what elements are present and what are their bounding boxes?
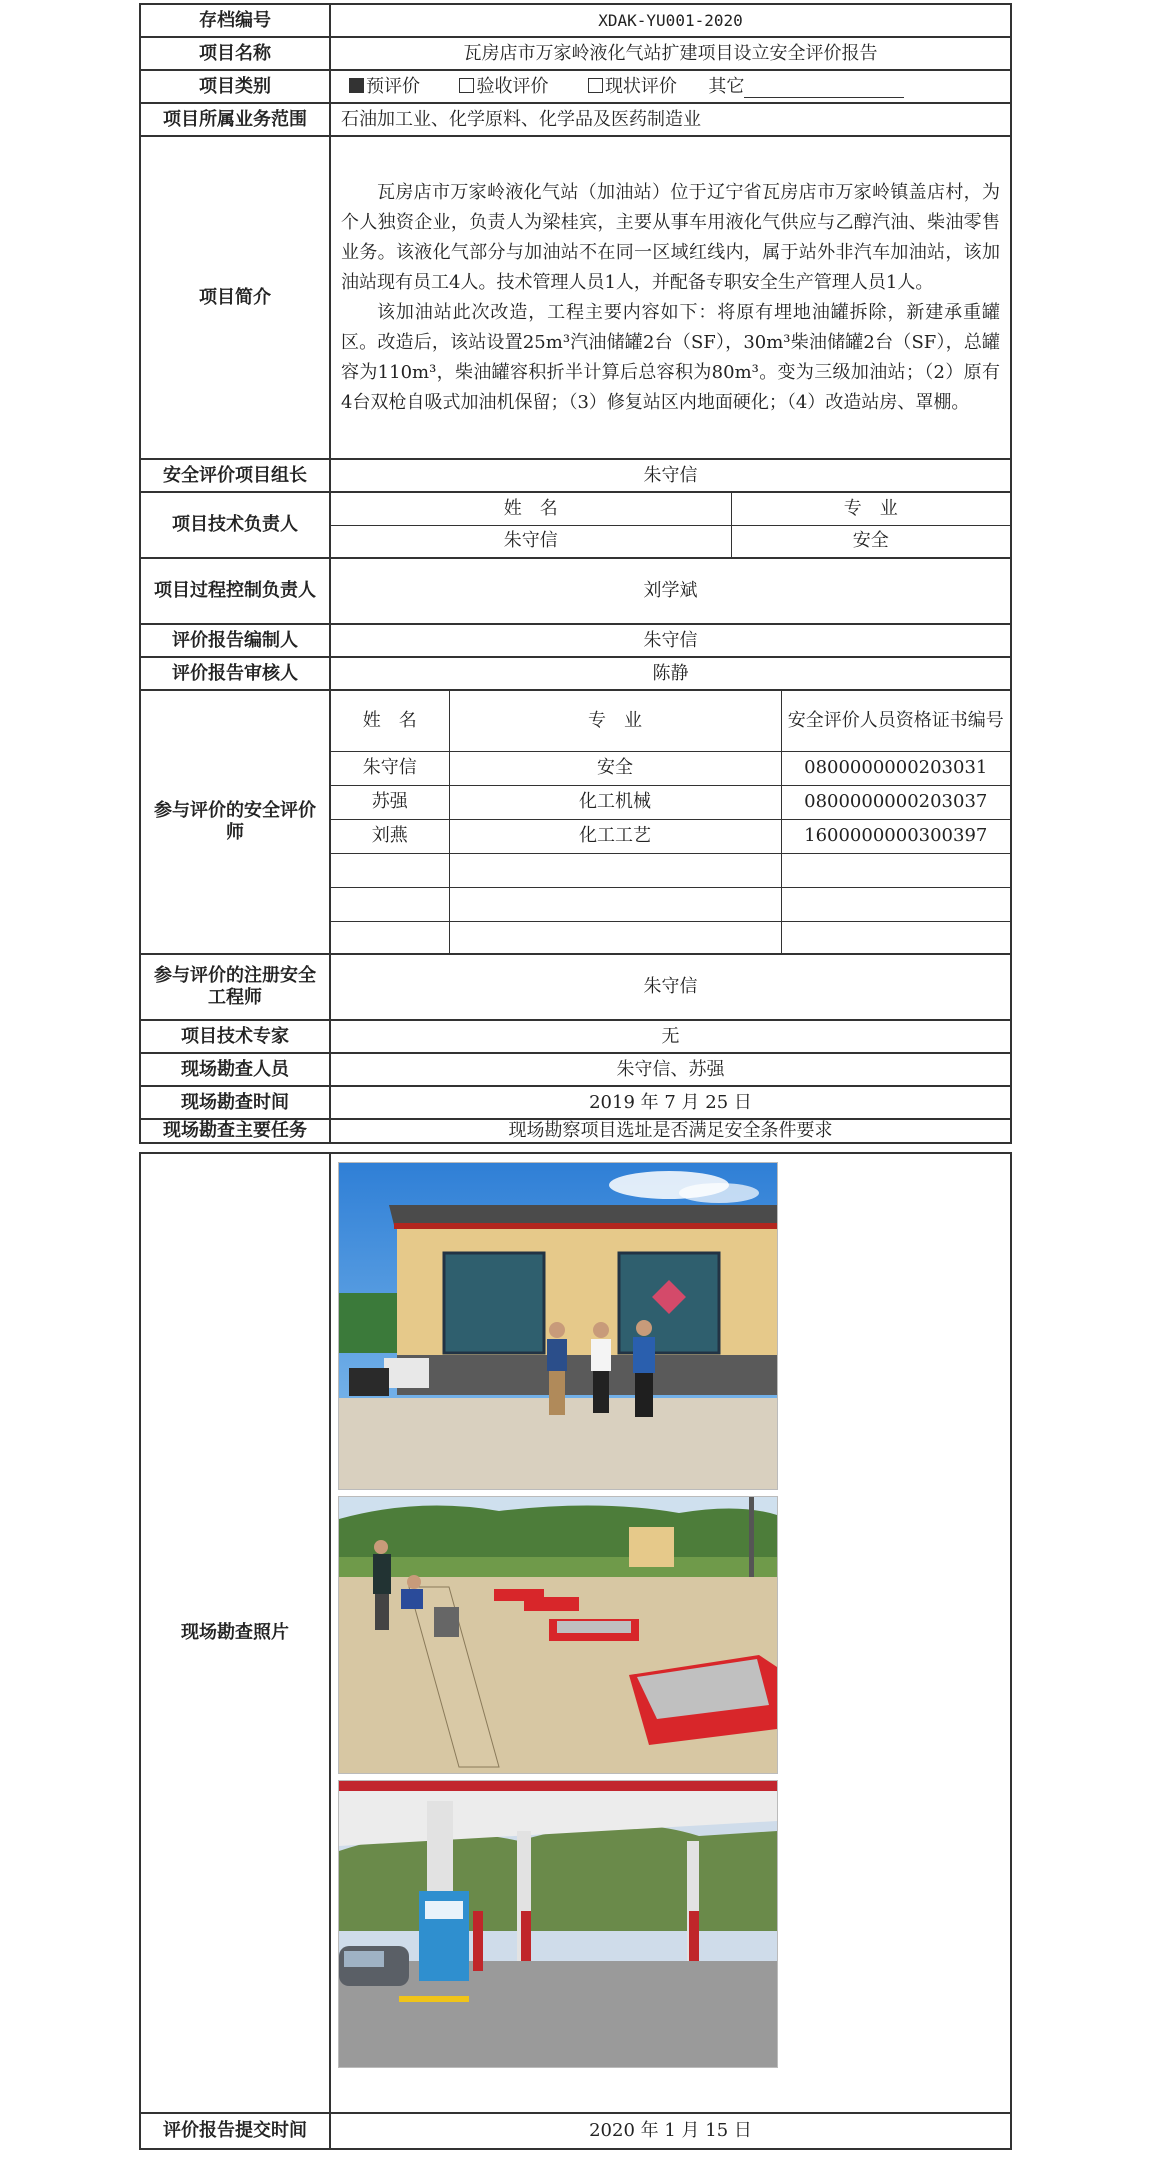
- report-reviewer-value: 陈静: [330, 657, 1011, 690]
- evaluators-header-cert: 安全评价人员资格证书编号: [781, 691, 1010, 751]
- checkbox-status-eval: [588, 78, 603, 93]
- tech-lead-label: 项目技术负责人: [140, 492, 330, 558]
- photos-label: 现场勘查照片: [140, 1153, 330, 2113]
- site-survey-staff-value: 朱守信、苏强: [330, 1053, 1011, 1086]
- tech-lead-col-major: 专 业: [731, 493, 1010, 525]
- row-summary: [140, 136, 1011, 459]
- option-other: 其它: [708, 75, 745, 97]
- checkbox-pre-eval: [349, 78, 364, 93]
- archive-no-value: XDAK-YU001-2020: [330, 4, 1011, 37]
- tech-expert-label: 项目技术专家: [140, 1020, 330, 1053]
- evaluator-cert: [781, 921, 1010, 953]
- evaluator-name: [331, 921, 449, 953]
- submission-value: 2020 年 1 月 15 日: [330, 2113, 1011, 2149]
- evaluators-header-name: 姓 名: [331, 691, 449, 751]
- option-acceptance-eval: 验收评价: [476, 75, 549, 97]
- summary-paragraph-1: 瓦房店市万家岭液化气站（加油站）位于辽宁省瓦房店市万家岭镇盖店村，为个人独资企业，负责人为梁桂宾，主要从事车用液化气供应与乙醇汽油、柴油零售业务。该液化气部分与加油站不在同一区域红线内，属于站外非汽车加油站，该加油站现有员工4人。技术管理人员1人，并配备专职安全生产管理人员1人。: [341, 181, 1000, 293]
- table-row: [331, 887, 1010, 921]
- row-archive-no: [140, 4, 1011, 37]
- option-pre-eval: 预评价: [366, 75, 420, 97]
- info-table: [139, 3, 1012, 1144]
- row-business-scope: [140, 103, 1011, 136]
- evaluator-major: 化工工艺: [449, 819, 781, 853]
- table-row: [331, 921, 1010, 953]
- evaluator-cert: 0800000000203037: [781, 785, 1010, 819]
- team-leader-label: 安全评价项目组长: [140, 459, 330, 492]
- row-project-name: [140, 37, 1011, 70]
- table-row: [331, 785, 1010, 819]
- row-tech-lead: [140, 492, 1011, 558]
- evaluator-major: 化工机械: [449, 785, 781, 819]
- other-blank-line: [744, 79, 904, 98]
- evaluator-cert: [781, 853, 1010, 887]
- evaluator-name: 刘燕: [331, 819, 449, 853]
- site-survey-task-label: 现场勘查主要任务: [140, 1119, 330, 1143]
- site-survey-time-value: 2019 年 7 月 25 日: [330, 1086, 1011, 1119]
- archive-no-label: 存档编号: [140, 4, 330, 37]
- evaluator-major: [449, 921, 781, 953]
- project-name-value: 瓦房店市万家岭液化气站扩建项目设立安全评价报告: [330, 37, 1011, 70]
- evaluators-label: 参与评价的安全评价师: [140, 690, 330, 954]
- tech-expert-value: 无: [330, 1020, 1011, 1053]
- report-writer-label: 评价报告编制人: [140, 624, 330, 657]
- evaluator-name: 苏强: [331, 785, 449, 819]
- evaluators-cell: [330, 690, 1011, 954]
- row-project-type: [140, 70, 1011, 103]
- tech-lead-subtable: [331, 493, 1010, 557]
- row-site-survey-time: [140, 1086, 1011, 1119]
- tech-lead-name: 朱守信: [331, 525, 731, 557]
- project-type-label: 项目类别: [140, 70, 330, 103]
- row-team-leader: [140, 459, 1011, 492]
- site-photo-station-building: [338, 1162, 778, 1490]
- row-submission: [140, 2113, 1011, 2149]
- summary-body: [330, 136, 1011, 459]
- site-survey-time-label: 现场勘查时间: [140, 1086, 330, 1119]
- row-site-survey-staff: [140, 1053, 1011, 1086]
- table-row: [331, 819, 1010, 853]
- team-leader-value: 朱守信: [330, 459, 1011, 492]
- business-scope-value: 石油加工业、化学原料、化学品及医药制造业: [330, 103, 1011, 136]
- checkbox-acceptance-eval: [459, 78, 474, 93]
- evaluator-cert: [781, 887, 1010, 921]
- summary-paragraph-2: 该加油站此次改造，工程主要内容如下：将原有埋地油罐拆除，新建承重罐区。改造后，该站设置25m³汽油储罐2台（SF），30m³柴油储罐2台（SF），总罐容为110m³，柴油罐容积折半计算后总容积为80m³。变为三级加油站；（2）原有4台双枪自吸式加油机保留；（3）修复站区内地面硬化；（4）改造站房、罩棚。: [341, 301, 1000, 413]
- process-control-value: 刘学斌: [330, 558, 1011, 624]
- site-photo-tank-area: [338, 1496, 778, 1774]
- business-scope-label: 项目所属业务范围: [140, 103, 330, 136]
- row-site-survey-task: [140, 1119, 1011, 1143]
- site-survey-staff-label: 现场勘查人员: [140, 1053, 330, 1086]
- evaluator-major: 安全: [449, 751, 781, 785]
- row-evaluators: [140, 690, 1011, 954]
- tech-lead-major: 安全: [731, 525, 1010, 557]
- table-row: [331, 751, 1010, 785]
- project-name-label: 项目名称: [140, 37, 330, 70]
- report-writer-value: 朱守信: [330, 624, 1011, 657]
- process-control-label: 项目过程控制负责人: [140, 558, 330, 624]
- option-status-eval: 现状评价: [604, 75, 677, 97]
- tech-lead-cell: [330, 492, 1011, 558]
- evaluator-name: [331, 887, 449, 921]
- submission-label: 评价报告提交时间: [140, 2113, 330, 2149]
- project-type-options: [330, 70, 1011, 103]
- evaluators-header-major: 专 业: [449, 691, 781, 751]
- site-survey-task-value: 现场勘察项目选址是否满足安全条件要求: [330, 1119, 1011, 1143]
- table-row: [331, 853, 1010, 887]
- evaluator-name: 朱守信: [331, 751, 449, 785]
- row-report-writer: [140, 624, 1011, 657]
- summary-label: 项目简介: [140, 136, 330, 459]
- evaluator-name: [331, 853, 449, 887]
- report-reviewer-label: 评价报告审核人: [140, 657, 330, 690]
- evaluator-cert: 1600000000300397: [781, 819, 1010, 853]
- evaluator-major: [449, 887, 781, 921]
- row-registered-engineer: [140, 954, 1011, 1020]
- evaluator-cert: 0800000000203031: [781, 751, 1010, 785]
- registered-engineer-label: 参与评价的注册安全工程师: [140, 954, 330, 1020]
- site-photo-fuel-canopy: [338, 1780, 778, 2068]
- row-tech-expert: [140, 1020, 1011, 1053]
- row-process-control: [140, 558, 1011, 624]
- tech-lead-col-name: 姓 名: [331, 493, 731, 525]
- evaluator-major: [449, 853, 781, 887]
- row-report-reviewer: [140, 657, 1011, 690]
- evaluators-subtable: [331, 691, 1010, 953]
- registered-engineer-value: 朱守信: [330, 954, 1011, 1020]
